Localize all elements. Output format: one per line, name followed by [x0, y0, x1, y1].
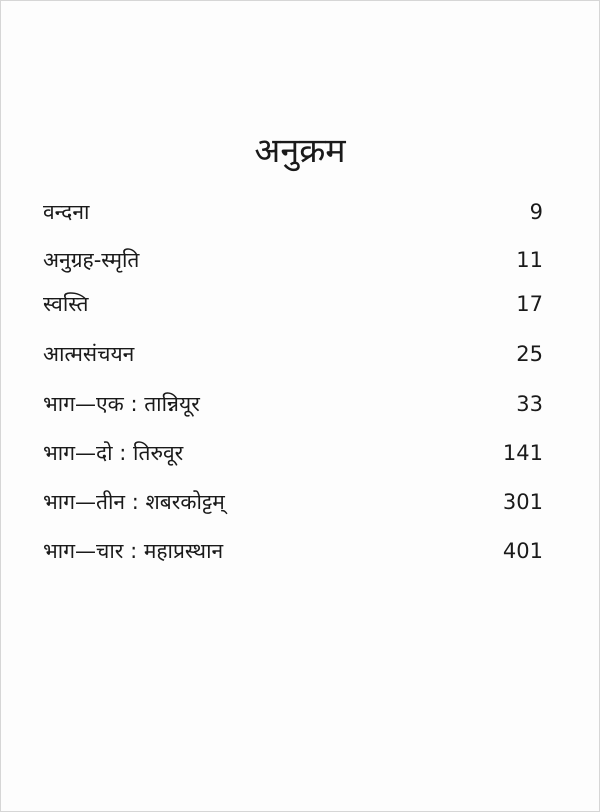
- toc-entry: [43, 195, 543, 229]
- toc-entry-title: भाग—एक : तान्नियूर: [43, 392, 200, 416]
- page-title: अनुक्रम: [254, 131, 346, 171]
- toc-entry-page: 11: [516, 248, 543, 272]
- toc-entry: [43, 337, 543, 371]
- toc-entry: [43, 534, 543, 568]
- toc-entry: [43, 436, 543, 470]
- toc-entry-title: वन्दना: [43, 200, 90, 224]
- toc-entry-page: 9: [529, 200, 543, 224]
- toc-entry-page: 141: [502, 441, 543, 465]
- toc-entry-page: 17: [516, 292, 543, 316]
- toc-entry-title: भाग—दो : तिरुवूर: [43, 441, 184, 465]
- toc-entry-title: भाग—तीन : शबरकोट्टम्: [43, 490, 225, 514]
- toc-entry-page: 25: [516, 342, 543, 366]
- toc-entry: [43, 387, 543, 421]
- toc-entry-page: 301: [502, 490, 543, 514]
- table-of-contents: [43, 1, 543, 811]
- toc-entry-title: स्वस्ति: [43, 292, 89, 316]
- toc-entry-page: 401: [502, 539, 543, 563]
- toc-entry: [43, 287, 543, 321]
- toc-entry: [43, 243, 543, 277]
- toc-entry-page: 33: [516, 392, 543, 416]
- toc-entry-title: भाग—चार : महाप्रस्थान: [43, 539, 224, 563]
- toc-entry: [43, 485, 543, 519]
- toc-entry-title: अनुग्रह-स्मृति: [43, 248, 140, 272]
- toc-entry-title: आत्मसंचयन: [43, 342, 135, 366]
